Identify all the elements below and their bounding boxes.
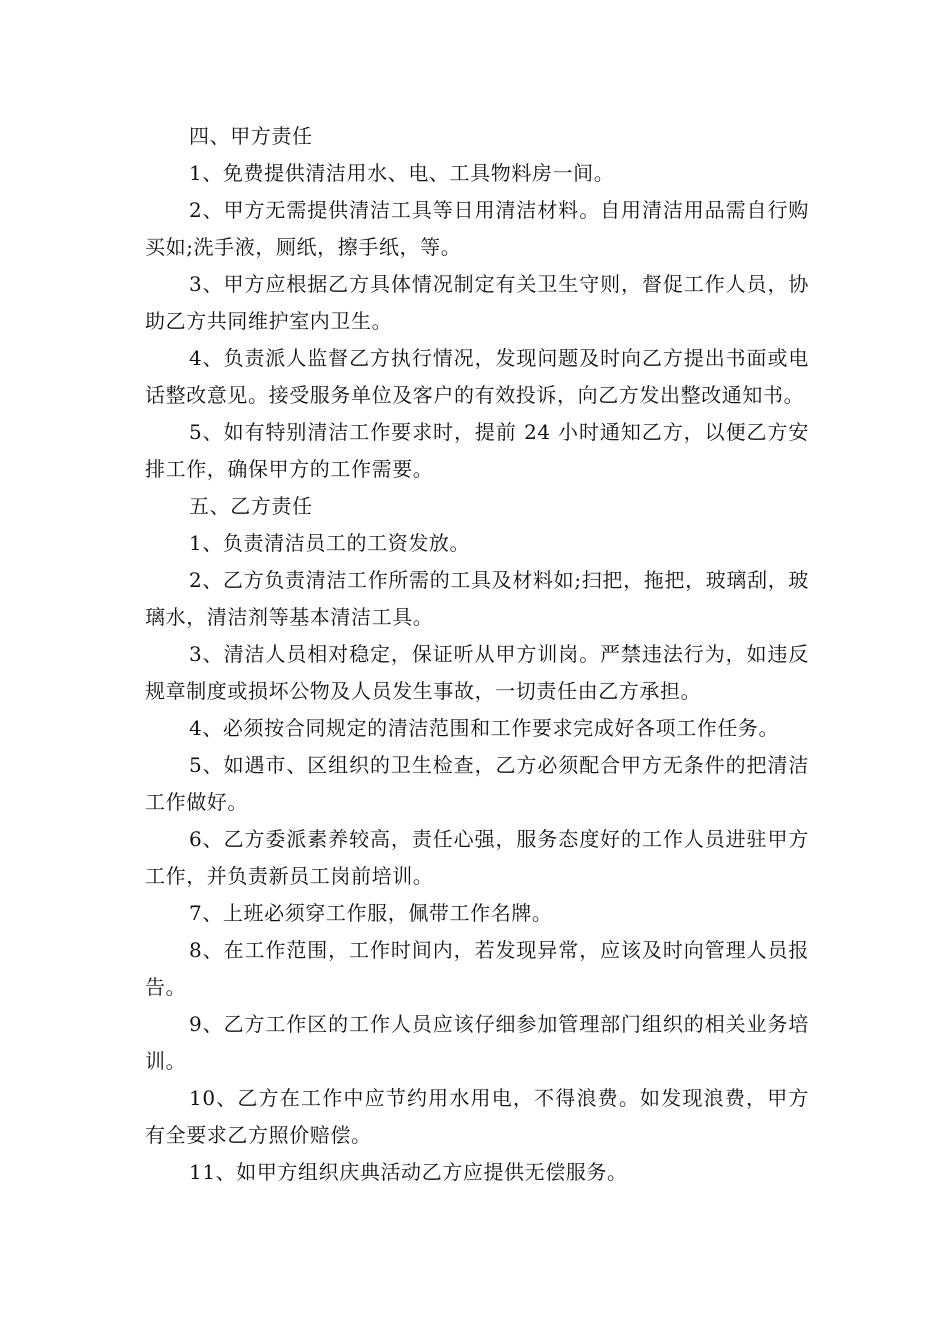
clause-b-4: 4、必须按合同规定的清洁范围和工作要求完成好各项工作任务。 [189, 716, 780, 740]
clause-a-2: 2、甲方无需提供清洁工具等日用清洁材料。自用清洁用品需自行购买如;洗手液，厕纸，擦手纸，等。 [145, 198, 809, 259]
clause-b-8: 8、在工作范围，工作时间内，若发现异常，应该及时向管理人员报告。 [145, 938, 809, 999]
clause-b-9: 9、乙方工作区的工作人员应该仔细参加管理部门组织的相关业务培训。 [145, 1012, 809, 1073]
clause-b-11: 11、如甲方组织庆典活动乙方应提供无偿服务。 [189, 1160, 628, 1184]
section-heading-party-b: 五、乙方责任 [189, 494, 313, 518]
clause-b-6: 6、乙方委派素养较高，责任心强，服务态度好的工作人员进驻甲方工作，并负责新员工岗前培训。 [145, 827, 809, 888]
document-body [145, 118, 809, 1191]
clause-b-7: 7、上班必须穿工作服，佩带工作名牌。 [189, 901, 553, 925]
clause-a-4: 4、负责派人监督乙方执行情况，发现问题及时向乙方提出书面或电话整改意见。接受服务单位及客户的有效投诉，向乙方发出整改通知书。 [145, 346, 809, 407]
clause-a-5: 5、如有特别清洁工作要求时，提前 24 小时通知乙方，以便乙方安排工作，确保甲方的工作需要。 [145, 420, 809, 481]
clause-b-10: 10、乙方在工作中应节约用水用电，不得浪费。如发现浪费，甲方有全要求乙方照价赔偿。 [145, 1086, 809, 1147]
clause-a-1: 1、免费提供清洁用水、电、工具物料房一间。 [189, 161, 615, 185]
clause-b-2: 2、乙方负责清洁工作所需的工具及材料如;扫把，拖把，玻璃刮，玻璃水，清洁剂等基本清洁工具。 [145, 568, 809, 629]
clause-b-3: 3、清洁人员相对稳定，保证听从甲方训岗。严禁违法行为，如违反规章制度或损坏公物及人员发生事故，一切责任由乙方承担。 [145, 642, 809, 703]
clause-a-3: 3、甲方应根据乙方具体情况制定有关卫生守则，督促工作人员，协助乙方共同维护室内卫生。 [145, 272, 809, 333]
clause-b-1: 1、负责清洁员工的工资发放。 [189, 531, 471, 555]
section-heading-party-a: 四、甲方责任 [189, 124, 313, 148]
clause-b-5: 5、如遇市、区组织的卫生检查，乙方必须配合甲方无条件的把清洁工作做好。 [145, 753, 809, 814]
